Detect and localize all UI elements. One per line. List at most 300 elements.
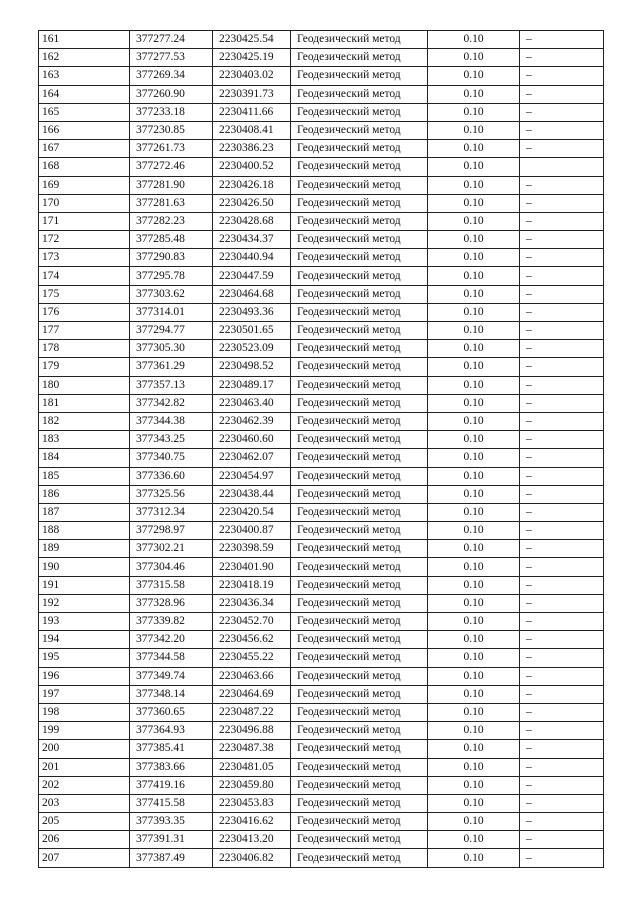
method-cell: Геодезический метод — [291, 703, 428, 721]
note-cell: – — [520, 212, 604, 230]
accuracy-cell: 0.10 — [428, 703, 520, 721]
note-cell: – — [520, 231, 604, 249]
x-coordinate-cell: 377361.29 — [130, 358, 213, 376]
point-number-cell: 163 — [39, 67, 130, 85]
method-cell: Геодезический метод — [291, 140, 428, 158]
x-coordinate-cell: 377385.41 — [130, 740, 213, 758]
method-cell: Геодезический метод — [291, 412, 428, 430]
note-cell: – — [520, 140, 604, 158]
y-coordinate-cell: 2230386.23 — [213, 140, 291, 158]
method-cell: Геодезический метод — [291, 522, 428, 540]
point-number-cell: 185 — [39, 467, 130, 485]
x-coordinate-cell: 377383.66 — [130, 758, 213, 776]
x-coordinate-cell: 377348.14 — [130, 685, 213, 703]
method-cell: Геодезический метод — [291, 831, 428, 849]
method-cell: Геодезический метод — [291, 558, 428, 576]
method-cell: Геодезический метод — [291, 794, 428, 812]
method-cell: Геодезический метод — [291, 121, 428, 139]
x-coordinate-cell: 377281.90 — [130, 176, 213, 194]
table-row — [39, 158, 604, 176]
point-number-cell: 191 — [39, 576, 130, 594]
table-row — [39, 67, 604, 85]
note-cell: – — [520, 849, 604, 867]
x-coordinate-cell: 377294.77 — [130, 322, 213, 340]
point-number-cell: 184 — [39, 449, 130, 467]
accuracy-cell: 0.10 — [428, 158, 520, 176]
y-coordinate-cell: 2230498.52 — [213, 358, 291, 376]
point-number-cell: 203 — [39, 794, 130, 812]
accuracy-cell: 0.10 — [428, 140, 520, 158]
note-cell: – — [520, 667, 604, 685]
y-coordinate-cell: 2230425.54 — [213, 31, 291, 49]
y-coordinate-cell: 2230411.66 — [213, 103, 291, 121]
note-cell: – — [520, 740, 604, 758]
x-coordinate-cell: 377342.20 — [130, 631, 213, 649]
table-row — [39, 394, 604, 412]
x-coordinate-cell: 377312.34 — [130, 503, 213, 521]
accuracy-cell: 0.10 — [428, 303, 520, 321]
point-number-cell: 180 — [39, 376, 130, 394]
y-coordinate-cell: 2230406.82 — [213, 849, 291, 867]
method-cell: Геодезический метод — [291, 758, 428, 776]
x-coordinate-cell: 377393.35 — [130, 813, 213, 831]
y-coordinate-cell: 2230463.66 — [213, 667, 291, 685]
table-row — [39, 249, 604, 267]
y-coordinate-cell: 2230434.37 — [213, 231, 291, 249]
table-row — [39, 49, 604, 67]
y-coordinate-cell: 2230454.97 — [213, 467, 291, 485]
y-coordinate-cell: 2230464.68 — [213, 285, 291, 303]
accuracy-cell: 0.10 — [428, 449, 520, 467]
x-coordinate-cell: 377419.16 — [130, 776, 213, 794]
accuracy-cell: 0.10 — [428, 649, 520, 667]
x-coordinate-cell: 377281.63 — [130, 194, 213, 212]
point-number-cell: 188 — [39, 522, 130, 540]
point-number-cell: 178 — [39, 340, 130, 358]
table-row — [39, 467, 604, 485]
point-number-cell: 166 — [39, 121, 130, 139]
accuracy-cell: 0.10 — [428, 121, 520, 139]
note-cell: – — [520, 103, 604, 121]
table-row — [39, 503, 604, 521]
note-cell: – — [520, 285, 604, 303]
x-coordinate-cell: 377340.75 — [130, 449, 213, 467]
note-cell: – — [520, 722, 604, 740]
y-coordinate-cell: 2230460.60 — [213, 431, 291, 449]
method-cell: Геодезический метод — [291, 849, 428, 867]
method-cell: Геодезический метод — [291, 194, 428, 212]
y-coordinate-cell: 2230416.62 — [213, 813, 291, 831]
note-cell: – — [520, 431, 604, 449]
method-cell: Геодезический метод — [291, 103, 428, 121]
accuracy-cell: 0.10 — [428, 376, 520, 394]
method-cell: Геодезический метод — [291, 667, 428, 685]
y-coordinate-cell: 2230462.07 — [213, 449, 291, 467]
note-cell: – — [520, 613, 604, 631]
method-cell: Геодезический метод — [291, 158, 428, 176]
note-cell: – — [520, 267, 604, 285]
y-coordinate-cell: 2230481.05 — [213, 758, 291, 776]
note-cell: – — [520, 303, 604, 321]
table-row — [39, 813, 604, 831]
x-coordinate-cell: 377328.96 — [130, 594, 213, 612]
y-coordinate-cell: 2230487.38 — [213, 740, 291, 758]
x-coordinate-cell: 377342.82 — [130, 394, 213, 412]
point-number-cell: 195 — [39, 649, 130, 667]
accuracy-cell: 0.10 — [428, 322, 520, 340]
method-cell: Геодезический метод — [291, 212, 428, 230]
x-coordinate-cell: 377277.53 — [130, 49, 213, 67]
table-row — [39, 285, 604, 303]
table-row — [39, 231, 604, 249]
y-coordinate-cell: 2230455.22 — [213, 649, 291, 667]
y-coordinate-cell: 2230487.22 — [213, 703, 291, 721]
x-coordinate-cell: 377339.82 — [130, 613, 213, 631]
note-cell: – — [520, 631, 604, 649]
accuracy-cell: 0.10 — [428, 340, 520, 358]
point-number-cell: 176 — [39, 303, 130, 321]
method-cell: Геодезический метод — [291, 485, 428, 503]
accuracy-cell: 0.10 — [428, 776, 520, 794]
x-coordinate-cell: 377261.73 — [130, 140, 213, 158]
x-coordinate-cell: 377357.13 — [130, 376, 213, 394]
method-cell: Геодезический метод — [291, 631, 428, 649]
table-row — [39, 431, 604, 449]
accuracy-cell: 0.10 — [428, 831, 520, 849]
point-number-cell: 199 — [39, 722, 130, 740]
y-coordinate-cell: 2230493.36 — [213, 303, 291, 321]
y-coordinate-cell: 2230425.19 — [213, 49, 291, 67]
table-row — [39, 849, 604, 867]
table-row — [39, 576, 604, 594]
y-coordinate-cell: 2230440.94 — [213, 249, 291, 267]
note-cell: – — [520, 376, 604, 394]
note-cell: – — [520, 194, 604, 212]
x-coordinate-cell: 377298.97 — [130, 522, 213, 540]
y-coordinate-cell: 2230496.88 — [213, 722, 291, 740]
table-row — [39, 758, 604, 776]
y-coordinate-cell: 2230501.65 — [213, 322, 291, 340]
accuracy-cell: 0.10 — [428, 212, 520, 230]
x-coordinate-cell: 377387.49 — [130, 849, 213, 867]
x-coordinate-cell: 377315.58 — [130, 576, 213, 594]
point-number-cell: 198 — [39, 703, 130, 721]
note-cell: – — [520, 358, 604, 376]
method-cell: Геодезический метод — [291, 285, 428, 303]
method-cell: Геодезический метод — [291, 431, 428, 449]
y-coordinate-cell: 2230398.59 — [213, 540, 291, 558]
point-number-cell: 169 — [39, 176, 130, 194]
table-row — [39, 776, 604, 794]
accuracy-cell: 0.10 — [428, 358, 520, 376]
method-cell: Геодезический метод — [291, 740, 428, 758]
accuracy-cell: 0.10 — [428, 267, 520, 285]
method-cell: Геодезический метод — [291, 576, 428, 594]
x-coordinate-cell: 377343.25 — [130, 431, 213, 449]
accuracy-cell: 0.10 — [428, 758, 520, 776]
x-coordinate-cell: 377282.23 — [130, 212, 213, 230]
table-row — [39, 340, 604, 358]
note-cell: – — [520, 340, 604, 358]
note-cell: – — [520, 503, 604, 521]
point-number-cell: 187 — [39, 503, 130, 521]
table-row — [39, 485, 604, 503]
method-cell: Геодезический метод — [291, 449, 428, 467]
note-cell: – — [520, 703, 604, 721]
x-coordinate-cell: 377233.18 — [130, 103, 213, 121]
x-coordinate-cell: 377269.34 — [130, 67, 213, 85]
y-coordinate-cell: 2230413.20 — [213, 831, 291, 849]
x-coordinate-cell: 377349.74 — [130, 667, 213, 685]
note-cell: – — [520, 249, 604, 267]
table-row — [39, 103, 604, 121]
method-cell: Геодезический метод — [291, 340, 428, 358]
point-number-cell: 202 — [39, 776, 130, 794]
note-cell: – — [520, 467, 604, 485]
accuracy-cell: 0.10 — [428, 249, 520, 267]
note-cell: – — [520, 576, 604, 594]
note-cell: – — [520, 776, 604, 794]
accuracy-cell: 0.10 — [428, 49, 520, 67]
point-number-cell: 189 — [39, 540, 130, 558]
x-coordinate-cell: 377314.01 — [130, 303, 213, 321]
method-cell: Геодезический метод — [291, 394, 428, 412]
x-coordinate-cell: 377344.38 — [130, 412, 213, 430]
y-coordinate-cell: 2230400.52 — [213, 158, 291, 176]
x-coordinate-cell: 377303.62 — [130, 285, 213, 303]
y-coordinate-cell: 2230400.87 — [213, 522, 291, 540]
method-cell: Геодезический метод — [291, 594, 428, 612]
point-number-cell: 162 — [39, 49, 130, 67]
x-coordinate-cell: 377272.46 — [130, 158, 213, 176]
x-coordinate-cell: 377336.60 — [130, 467, 213, 485]
y-coordinate-cell: 2230523.09 — [213, 340, 291, 358]
x-coordinate-cell: 377325.56 — [130, 485, 213, 503]
y-coordinate-cell: 2230447.59 — [213, 267, 291, 285]
method-cell: Геодезический метод — [291, 176, 428, 194]
point-number-cell: 175 — [39, 285, 130, 303]
note-cell: – — [520, 831, 604, 849]
x-coordinate-cell: 377360.65 — [130, 703, 213, 721]
accuracy-cell: 0.10 — [428, 522, 520, 540]
method-cell: Геодезический метод — [291, 776, 428, 794]
note-cell: – — [520, 31, 604, 49]
table-row — [39, 358, 604, 376]
y-coordinate-cell: 2230403.02 — [213, 67, 291, 85]
accuracy-cell: 0.10 — [428, 849, 520, 867]
x-coordinate-cell: 377260.90 — [130, 85, 213, 103]
x-coordinate-cell: 377230.85 — [130, 121, 213, 139]
note-cell: – — [520, 121, 604, 139]
table-row — [39, 194, 604, 212]
note-cell: – — [520, 67, 604, 85]
x-coordinate-cell: 377304.46 — [130, 558, 213, 576]
note-cell: – — [520, 813, 604, 831]
method-cell: Геодезический метод — [291, 322, 428, 340]
table-row — [39, 631, 604, 649]
table-row — [39, 322, 604, 340]
accuracy-cell: 0.10 — [428, 540, 520, 558]
table-row — [39, 412, 604, 430]
note-cell: – — [520, 540, 604, 558]
table-row — [39, 31, 604, 49]
point-number-cell: 174 — [39, 267, 130, 285]
table-row — [39, 140, 604, 158]
accuracy-cell: 0.10 — [428, 412, 520, 430]
accuracy-cell: 0.10 — [428, 285, 520, 303]
accuracy-cell: 0.10 — [428, 176, 520, 194]
y-coordinate-cell: 2230462.39 — [213, 412, 291, 430]
method-cell: Геодезический метод — [291, 685, 428, 703]
table-row — [39, 594, 604, 612]
point-number-cell: 205 — [39, 813, 130, 831]
method-cell: Геодезический метод — [291, 467, 428, 485]
table-row — [39, 212, 604, 230]
accuracy-cell: 0.10 — [428, 31, 520, 49]
note-cell: – — [520, 322, 604, 340]
point-number-cell: 186 — [39, 485, 130, 503]
y-coordinate-cell: 2230464.69 — [213, 685, 291, 703]
accuracy-cell: 0.10 — [428, 194, 520, 212]
note-cell: – — [520, 594, 604, 612]
x-coordinate-cell: 377305.30 — [130, 340, 213, 358]
y-coordinate-cell: 2230418.19 — [213, 576, 291, 594]
point-number-cell: 183 — [39, 431, 130, 449]
table-row — [39, 449, 604, 467]
table-row — [39, 85, 604, 103]
accuracy-cell: 0.10 — [428, 576, 520, 594]
method-cell: Геодезический метод — [291, 540, 428, 558]
y-coordinate-cell: 2230420.54 — [213, 503, 291, 521]
point-number-cell: 172 — [39, 231, 130, 249]
note-cell: – — [520, 649, 604, 667]
accuracy-cell: 0.10 — [428, 594, 520, 612]
method-cell: Геодезический метод — [291, 813, 428, 831]
accuracy-cell: 0.10 — [428, 613, 520, 631]
point-number-cell: 161 — [39, 31, 130, 49]
point-number-cell: 197 — [39, 685, 130, 703]
y-coordinate-cell: 2230401.90 — [213, 558, 291, 576]
note-cell: – — [520, 49, 604, 67]
note-cell: – — [520, 522, 604, 540]
coordinates-table — [38, 30, 604, 868]
table-row — [39, 376, 604, 394]
note-cell: – — [520, 176, 604, 194]
table-row — [39, 685, 604, 703]
y-coordinate-cell: 2230463.40 — [213, 394, 291, 412]
accuracy-cell: 0.10 — [428, 813, 520, 831]
accuracy-cell: 0.10 — [428, 503, 520, 521]
accuracy-cell: 0.10 — [428, 431, 520, 449]
point-number-cell: 165 — [39, 103, 130, 121]
accuracy-cell: 0.10 — [428, 394, 520, 412]
method-cell: Геодезический метод — [291, 503, 428, 521]
y-coordinate-cell: 2230391.73 — [213, 85, 291, 103]
table-row — [39, 121, 604, 139]
point-number-cell: 170 — [39, 194, 130, 212]
table-row — [39, 303, 604, 321]
point-number-cell: 194 — [39, 631, 130, 649]
point-number-cell: 201 — [39, 758, 130, 776]
table-row — [39, 176, 604, 194]
method-cell: Геодезический метод — [291, 303, 428, 321]
table-row — [39, 558, 604, 576]
point-number-cell: 193 — [39, 613, 130, 631]
point-number-cell: 179 — [39, 358, 130, 376]
y-coordinate-cell: 2230426.50 — [213, 194, 291, 212]
note-cell: – — [520, 394, 604, 412]
accuracy-cell: 0.10 — [428, 67, 520, 85]
note-cell: – — [520, 449, 604, 467]
method-cell: Геодезический метод — [291, 231, 428, 249]
note-cell — [520, 158, 604, 176]
point-number-cell: 200 — [39, 740, 130, 758]
point-number-cell: 192 — [39, 594, 130, 612]
x-coordinate-cell: 377344.58 — [130, 649, 213, 667]
table-row — [39, 267, 604, 285]
table-row — [39, 649, 604, 667]
accuracy-cell: 0.10 — [428, 231, 520, 249]
method-cell: Геодезический метод — [291, 31, 428, 49]
y-coordinate-cell: 2230428.68 — [213, 212, 291, 230]
point-number-cell: 171 — [39, 212, 130, 230]
point-number-cell: 206 — [39, 831, 130, 849]
table-row — [39, 540, 604, 558]
accuracy-cell: 0.10 — [428, 722, 520, 740]
point-number-cell: 164 — [39, 85, 130, 103]
y-coordinate-cell: 2230456.62 — [213, 631, 291, 649]
accuracy-cell: 0.10 — [428, 667, 520, 685]
table-row — [39, 703, 604, 721]
note-cell: – — [520, 758, 604, 776]
table-row — [39, 667, 604, 685]
point-number-cell: 177 — [39, 322, 130, 340]
accuracy-cell: 0.10 — [428, 467, 520, 485]
accuracy-cell: 0.10 — [428, 740, 520, 758]
x-coordinate-cell: 377364.93 — [130, 722, 213, 740]
table-row — [39, 794, 604, 812]
x-coordinate-cell: 377302.21 — [130, 540, 213, 558]
point-number-cell: 181 — [39, 394, 130, 412]
y-coordinate-cell: 2230408.41 — [213, 121, 291, 139]
accuracy-cell: 0.10 — [428, 794, 520, 812]
point-number-cell: 167 — [39, 140, 130, 158]
accuracy-cell: 0.10 — [428, 685, 520, 703]
method-cell: Геодезический метод — [291, 358, 428, 376]
accuracy-cell: 0.10 — [428, 558, 520, 576]
x-coordinate-cell: 377277.24 — [130, 31, 213, 49]
method-cell: Геодезический метод — [291, 85, 428, 103]
method-cell: Геодезический метод — [291, 49, 428, 67]
y-coordinate-cell: 2230453.83 — [213, 794, 291, 812]
x-coordinate-cell: 377295.78 — [130, 267, 213, 285]
table-row — [39, 613, 604, 631]
x-coordinate-cell: 377290.83 — [130, 249, 213, 267]
x-coordinate-cell: 377285.48 — [130, 231, 213, 249]
note-cell: – — [520, 485, 604, 503]
table-body — [39, 31, 604, 868]
note-cell: – — [520, 558, 604, 576]
y-coordinate-cell: 2230436.34 — [213, 594, 291, 612]
table-row — [39, 522, 604, 540]
x-coordinate-cell: 377391.31 — [130, 831, 213, 849]
method-cell: Геодезический метод — [291, 249, 428, 267]
accuracy-cell: 0.10 — [428, 85, 520, 103]
accuracy-cell: 0.10 — [428, 485, 520, 503]
point-number-cell: 196 — [39, 667, 130, 685]
note-cell: – — [520, 412, 604, 430]
y-coordinate-cell: 2230459.80 — [213, 776, 291, 794]
